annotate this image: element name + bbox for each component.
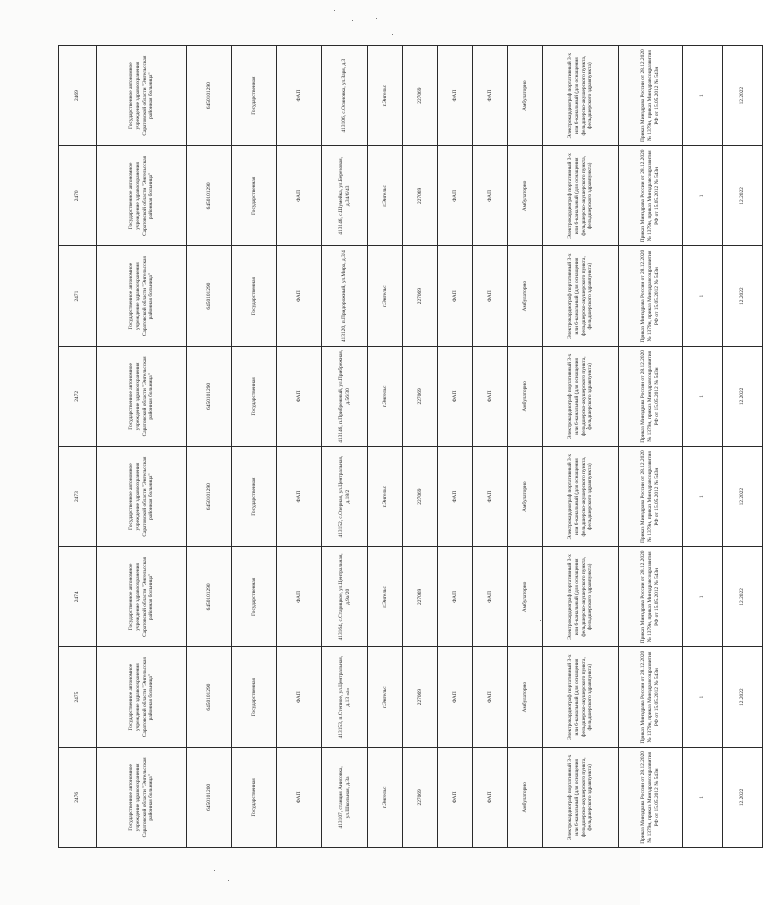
cell-order: Приказ Минздрава России от 28.12.2020 № 1379н, приказ Минздравсоцразвития РФ от 15.05.2012 № 543н xyxy=(619,747,683,847)
cell-district: г.Энгельс xyxy=(368,346,403,446)
cell-form1: ФАП xyxy=(438,346,473,446)
cell-ownership: Государственная xyxy=(232,146,277,246)
cell-qty: 1 xyxy=(683,46,723,146)
table-row-ownership xyxy=(232,46,277,848)
cell-date: 12.2022 xyxy=(723,246,763,346)
table-body xyxy=(59,46,763,848)
cell-code: 6450101290 xyxy=(187,246,232,346)
cell-care: Амбулаторно xyxy=(508,46,543,146)
cell-number: 2475 xyxy=(59,647,97,747)
cell-equipment: Электрокардиограф портативный 3-х или 6-канальный (для оснащения фельдшерско-акушерского пункта, фельдшерского здравпункта) xyxy=(543,647,619,747)
cell-okato: 227069 xyxy=(403,246,438,346)
cell-form1: ФАП xyxy=(438,246,473,346)
table-row-form2 xyxy=(473,46,508,848)
cell-equipment: Электрокардиограф портативный 3-х или 6-канальный (для оснащения фельдшерско-акушерского пункта, фельдшерского здравпункта) xyxy=(543,246,619,346)
cell-form2: ФАП xyxy=(473,346,508,446)
cell-number: 2470 xyxy=(59,146,97,246)
cell-code: 6450101290 xyxy=(187,547,232,647)
cell-code: 6450101290 xyxy=(187,346,232,446)
cell-order: Приказ Минздрава России от 28.12.2020 № 1379н, приказ Минздравсоцразвития РФ от 15.05.2012 № 543н xyxy=(619,647,683,747)
cell-qty: 1 xyxy=(683,547,723,647)
cell-equipment: Электрокардиограф портативный 3-х или 6-канальный (для оснащения фельдшерско-акушерского пункта, фельдшерского здравпункта) xyxy=(543,46,619,146)
cell-order: Приказ Минздрава России от 28.12.2020 № 1379н, приказ Минздравсоцразвития РФ от 15.05.2012 № 543н xyxy=(619,346,683,446)
table-row-okato xyxy=(403,46,438,848)
table-row-number xyxy=(59,46,97,848)
cell-form2: ФАП xyxy=(473,246,508,346)
cell-qty: 1 xyxy=(683,447,723,547)
cell-address: 413153, п.Степное, ул.Центральная, д.13 «а» xyxy=(322,647,368,747)
cell-address: 413164, с.Старицкое, ул.Центральная, д.9а/20 xyxy=(322,547,368,647)
cell-date: 12.2022 xyxy=(723,747,763,847)
cell-ownership: Государственная xyxy=(232,747,277,847)
cell-ownership: Государственная xyxy=(232,46,277,146)
cell-address: 413152, с.Озерная, ул.Центральная, д.18/2 xyxy=(322,447,368,547)
cell-type: ФАП xyxy=(277,346,322,446)
cell-date: 12.2022 xyxy=(723,547,763,647)
cell-code: 6450101290 xyxy=(187,647,232,747)
cell-institution: Государственное автономное учреждение здравоохранения Саратовской области "Энгельсская районная больница" xyxy=(97,246,187,346)
cell-district: г.Энгельс xyxy=(368,647,403,747)
cell-number: 2473 xyxy=(59,447,97,547)
cell-order: Приказ Минздрава России от 28.12.2020 № 1379н, приказ Минздравсоцразвития РФ от 15.05.2012 № 543н xyxy=(619,246,683,346)
cell-number: 2472 xyxy=(59,346,97,446)
cell-ownership: Государственная xyxy=(232,647,277,747)
cell-care: Амбулаторно xyxy=(508,547,543,647)
table-row-date xyxy=(723,46,763,848)
cell-form2: ФАП xyxy=(473,647,508,747)
cell-care: Амбулаторно xyxy=(508,447,543,547)
cell-number: 2474 xyxy=(59,547,97,647)
cell-type: ФАП xyxy=(277,447,322,547)
cell-date: 12.2022 xyxy=(723,346,763,446)
cell-qty: 1 xyxy=(683,246,723,346)
cell-care: Амбулаторно xyxy=(508,346,543,446)
cell-district: г.Энгельс xyxy=(368,46,403,146)
cell-okato: 227069 xyxy=(403,547,438,647)
cell-form2: ФАП xyxy=(473,447,508,547)
cell-district: г.Энгельс xyxy=(368,547,403,647)
cell-form2: ФАП xyxy=(473,747,508,847)
cell-form1: ФАП xyxy=(438,46,473,146)
cell-date: 12.2022 xyxy=(723,447,763,547)
cell-type: ФАП xyxy=(277,246,322,346)
cell-institution: Государственное автономное учреждение здравоохранения Саратовской области "Энгельсская районная больница" xyxy=(97,647,187,747)
cell-number: 2469 xyxy=(59,46,97,146)
table-row-district xyxy=(368,46,403,848)
cell-order: Приказ Минздрава России от 28.12.2020 № 1379н, приказ Минздравсоцразвития РФ от 15.05.2012 № 543н xyxy=(619,547,683,647)
cell-equipment: Электрокардиограф портативный 3-х или 6-канальный (для оснащения фельдшерско-акушерского пункта, фельдшерского здравпункта) xyxy=(543,346,619,446)
cell-code: 6450101290 xyxy=(187,46,232,146)
cell-ownership: Государственная xyxy=(232,447,277,547)
cell-okato: 227069 xyxy=(403,647,438,747)
cell-form2: ФАП xyxy=(473,46,508,146)
cell-code: 6450101200 xyxy=(187,747,232,847)
cell-institution: Государственное автономное учреждение здравоохранения Саратовской области "Энгельсская районная больница" xyxy=(97,447,187,547)
cell-institution: Государственное автономное учреждение здравоохранения Саратовской области "Энгельсская районная больница" xyxy=(97,46,187,146)
cell-okato: 227069 xyxy=(403,447,438,547)
cell-care: Амбулаторно xyxy=(508,246,543,346)
cell-institution: Государственное автономное учреждение здравоохранения Саратовской области "Энгельсская районная больница" xyxy=(97,747,187,847)
cell-number: 2476 xyxy=(59,747,97,847)
cell-form1: ФАП xyxy=(438,547,473,647)
cell-equipment: Электрокардиограф портативный 3-х или 6-канальный (для оснащения фельдшерско-акушерского пункта, фельдшерского здравпункта) xyxy=(543,747,619,847)
cell-institution: Государственное автономное учреждение здравоохранения Саратовской области "Энгельсская районная больница" xyxy=(97,547,187,647)
cell-care: Амбулаторно xyxy=(508,747,543,847)
cell-district: г.Энгельс xyxy=(368,246,403,346)
cell-qty: 1 xyxy=(683,346,723,446)
cell-form2: ФАП xyxy=(473,146,508,246)
cell-care: Амбулаторно xyxy=(508,647,543,747)
cell-qty: 1 xyxy=(683,146,723,246)
cell-equipment: Электрокардиограф портативный 3-х или 6-канальный (для оснащения фельдшерско-акушерского пункта, фельдшерского здравпункта) xyxy=(543,447,619,547)
cell-ownership: Государственная xyxy=(232,547,277,647)
table-row-institution xyxy=(97,46,187,848)
table-row-type xyxy=(277,46,322,848)
table-row-form1 xyxy=(438,46,473,848)
cell-form1: ФАП xyxy=(438,447,473,547)
cell-institution: Государственное автономное учреждение здравоохранения Саратовской области "Энгельсская районная больница" xyxy=(97,346,187,446)
cell-address: 413106, с.Осиновка, ул.Заря, д.3 xyxy=(322,46,368,146)
cell-type: ФАП xyxy=(277,547,322,647)
rotated-table-wrapper xyxy=(58,46,746,848)
cell-okato: 227069 xyxy=(403,46,438,146)
cell-equipment: Электрокардиограф портативный 3-х или 6-канальный (для оснащения фельдшерско-акушерского пункта, фельдшерского здравпункта) xyxy=(543,146,619,246)
table-row-order xyxy=(619,46,683,848)
table-row-code xyxy=(187,46,232,848)
cell-date: 12.2022 xyxy=(723,146,763,246)
cell-type: ФАП xyxy=(277,647,322,747)
cell-okato: 227069 xyxy=(403,346,438,446)
cell-code: 6450101290 xyxy=(187,146,232,246)
table-row-care xyxy=(508,46,543,848)
cell-type: ФАП xyxy=(277,46,322,146)
cell-ownership: Государственная xyxy=(232,346,277,446)
cell-ownership: Государственная xyxy=(232,246,277,346)
cell-date: 12.2022 xyxy=(723,46,763,146)
cell-district: г.Энгельс xyxy=(368,747,403,847)
cell-date: 12.2022 xyxy=(723,647,763,747)
table-row-qty xyxy=(683,46,723,848)
cell-form1: ФАП xyxy=(438,146,473,246)
cell-qty: 1 xyxy=(683,747,723,847)
cell-type: ФАП xyxy=(277,146,322,246)
cell-address: 413146, п.Прибрежный, ул.Прибрежная, д.56/30 xyxy=(322,346,368,446)
cell-form2: ФАП xyxy=(473,547,508,647)
cell-type: ФАП xyxy=(277,747,322,847)
cell-okato: 227069 xyxy=(403,747,438,847)
cell-district: г.Энгельс xyxy=(368,146,403,246)
cell-code: 6450101290 xyxy=(187,447,232,547)
cell-district: г.Энгельс xyxy=(368,447,403,547)
table-row-address xyxy=(322,46,368,848)
cell-order: Приказ Минздрава России от 28.12.2020 № 1379н, приказ Минздравсоцразвития РФ от 15.05.2012 № 543н xyxy=(619,46,683,146)
cell-okato: 227069 xyxy=(403,146,438,246)
table-row-equipment xyxy=(543,46,619,848)
cell-form1: ФАП xyxy=(438,647,473,747)
cell-equipment: Электрокардиограф портативный 3-х или 6-канальный (для оснащения фельдшерско-акушерского пункта, фельдшерского здравпункта) xyxy=(543,547,619,647)
cell-qty: 1 xyxy=(683,647,723,747)
cell-address: 413146, с.Шумейка, ул.Березовая, д.34/6/43 xyxy=(322,146,368,246)
cell-order: Приказ Минздрава России от 28.12.2020 № 1379н, приказ Минздравсоцразвития РФ от 15.05.2012 № 543н xyxy=(619,146,683,246)
cell-number: 2471 xyxy=(59,246,97,346)
cell-form1: ФАП xyxy=(438,747,473,847)
equipment-table xyxy=(58,45,763,848)
cell-order: Приказ Минздрава России от 28.12.2020 № 1379н, приказ Минздравсоцразвития РФ от 15.05.2012 № 543н xyxy=(619,447,683,547)
cell-care: Амбулаторно xyxy=(508,146,543,246)
cell-institution: Государственное автономное учреждение здравоохранения Саратовской области "Энгельсская районная больница" xyxy=(97,146,187,246)
cell-address: 413120, п.Придорожный, ул.Мира, д.3/4 xyxy=(322,246,368,346)
cell-address: 413107, станция Анисовка, ул.Школьная, д.3а xyxy=(322,747,368,847)
